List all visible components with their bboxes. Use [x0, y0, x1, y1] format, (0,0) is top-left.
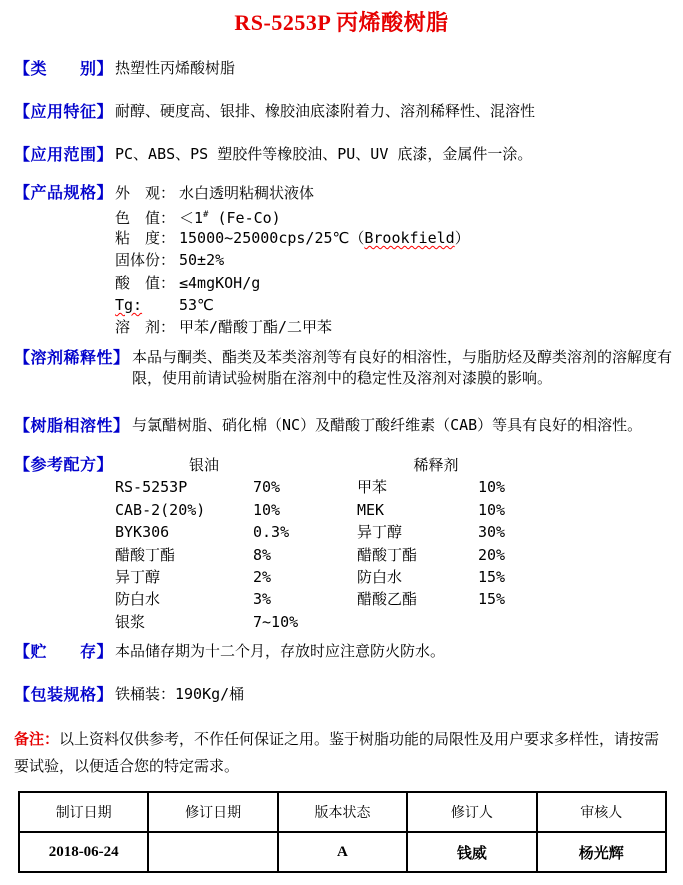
ingredient-amount: 8%: [253, 545, 272, 564]
ingredient-name: CAB-2(20%): [115, 500, 206, 519]
ingredient-name: 醋酸乙酯: [357, 590, 418, 609]
formula-row: [115, 544, 293, 566]
formula-row: [115, 521, 293, 543]
spec-line-tg: [115, 294, 672, 316]
formula-row: [357, 588, 515, 610]
header-cell-reviser: 修订人: [407, 792, 536, 832]
section-packaging-text: 铁桶装：190Kg/桶: [115, 685, 245, 703]
spec-line-solvent: [115, 316, 672, 338]
cell-approver: 杨光辉: [537, 832, 666, 872]
cell-version-status: A: [278, 832, 407, 872]
header-cell-version-status: 版本状态: [278, 792, 407, 832]
spec-line-solids: [115, 249, 672, 271]
remark-label: 备注：: [14, 730, 60, 748]
formula-row: [357, 521, 515, 543]
ingredient-amount: 3%: [253, 590, 272, 609]
section-dilution: [14, 347, 672, 389]
formula-group-header: 稀释剂: [413, 456, 459, 474]
ingredient-amount: 0.3%: [253, 523, 290, 542]
spec-key: 外 观：: [115, 184, 176, 202]
ingredient-name: 甲苯: [357, 478, 388, 497]
formula-row: [357, 499, 515, 521]
formula-group-header: 银油: [188, 456, 219, 474]
section-packaging: [14, 684, 672, 705]
ingredient-amount: 10%: [478, 478, 506, 497]
ingredient-amount: 70%: [253, 478, 281, 497]
ingredient-name: 异丁醇: [115, 567, 161, 586]
spec-value-suffix: (Fe-Co): [208, 209, 281, 228]
formula-row: [115, 588, 293, 610]
section-compat-label: 【树脂相溶性】: [14, 416, 130, 435]
remark-paragraph: [14, 726, 674, 779]
spec-value: 甲苯/醋酸丁酯/二甲苯: [179, 318, 333, 337]
header-cell-create-date: 制订日期: [19, 792, 148, 832]
spec-value: ＜1: [179, 209, 204, 228]
ingredient-amount: 20%: [478, 545, 506, 564]
ingredient-name: BYK306: [115, 523, 170, 542]
section-formula: [14, 454, 672, 636]
formula-group-silver-oil: [115, 454, 299, 633]
section-scope-label: 【应用范围】: [14, 145, 114, 164]
formula-group-thinner: [357, 454, 515, 611]
ingredient-name: 醋酸丁酯: [357, 545, 418, 564]
section-formula-label: 【参考配方】: [14, 455, 114, 474]
formula-row: [357, 476, 515, 498]
spec-line-appearance: [115, 182, 672, 204]
spec-value: 水白透明粘稠状液体: [179, 184, 315, 202]
revision-table: [18, 791, 667, 873]
remark-text: 以上资料仅供参考，不作任何保证之用。鉴于树脂功能的局限性及用户要求多样性，请按需要试验，以便适合您的特定需求。: [14, 730, 660, 775]
section-dilution-label: 【溶剂稀释性】: [14, 348, 130, 367]
ingredient-amount: 7~10%: [253, 612, 299, 631]
section-spec-label: 【产品规格】: [14, 183, 114, 202]
formula-row: [115, 476, 293, 498]
section-compat: [14, 415, 672, 436]
ingredient-amount: 30%: [478, 523, 506, 542]
formula-row: [115, 566, 293, 588]
spec-key: 溶 剂：: [115, 318, 176, 337]
section-storage-label: 【贮 存】: [14, 642, 114, 661]
revision-table-data-row: [19, 832, 666, 872]
ingredient-amount: 15%: [478, 567, 506, 586]
spec-key: 固体份：: [115, 251, 176, 270]
ingredient-name: 醋酸丁酯: [115, 545, 176, 564]
ingredient-name: 防白水: [357, 567, 403, 586]
ingredient-amount: 10%: [478, 500, 506, 519]
ingredient-amount: 15%: [478, 590, 506, 609]
section-features: [14, 101, 672, 122]
formula-row: [357, 566, 515, 588]
section-packaging-label: 【包装规格】: [14, 685, 114, 704]
section-features-label: 【应用特征】: [14, 102, 114, 121]
revision-table-header-row: [19, 792, 666, 832]
spec-line-acid-value: [115, 272, 672, 294]
formula-row: [115, 499, 293, 521]
ingredient-amount: 2%: [253, 567, 272, 586]
spec-line-color-value: [115, 204, 672, 226]
cell-revise-date: [148, 832, 277, 872]
section-category: [14, 58, 672, 79]
cell-create-date: 2018-06-24: [19, 832, 148, 872]
section-compat-text: 与氯醋树脂、硝化棉（NC）及醋酸丁酸纤维素（CAB）等具有良好的相溶性。: [132, 416, 643, 434]
ingredient-amount: 10%: [253, 500, 281, 519]
ingredient-name: MEK: [357, 500, 385, 519]
spec-value: 50±2%: [179, 251, 225, 270]
ingredient-name: 异丁醇: [357, 523, 403, 542]
spec-value-suffix: ）: [454, 228, 470, 247]
section-scope-text: PC、ABS、PS 塑胶件等橡胶油、PU、UV 底漆，金属件一涂。: [115, 145, 533, 163]
spec-key: 酸 值：: [115, 273, 176, 292]
spec-value: 53℃: [179, 295, 214, 314]
section-features-text: 耐醇、硬度高、银排、橡胶油底漆附着力、溶剂稀释性、混溶性: [115, 102, 536, 120]
ingredient-name: 防白水: [115, 590, 161, 609]
spec-line-viscosity: [115, 227, 672, 249]
formula-row: [115, 611, 299, 633]
spec-key: 粘 度：: [115, 228, 176, 247]
section-dilution-text: 本品与酮类、酯类及苯类溶剂等有良好的相溶性，与脂肪烃及醇类溶剂的溶解度有限，使用前请试验树脂在溶剂中的稳定性及溶剂对漆膜的影响。: [132, 348, 673, 387]
section-category-label: 【类 别】: [14, 59, 114, 78]
section-storage: [14, 641, 672, 662]
spec-key: 色 值：: [115, 209, 176, 228]
section-spec: [14, 182, 672, 339]
cell-reviser: 钱威: [407, 832, 536, 872]
spec-value: 15000~25000cps/25℃（: [179, 228, 365, 247]
header-cell-revise-date: 修订日期: [148, 792, 277, 832]
spec-lines: [115, 182, 672, 339]
superscript-hash: #: [203, 210, 209, 221]
ingredient-name: 银浆: [115, 612, 146, 631]
spec-key-tg: Tg:: [115, 295, 143, 314]
page-title: RS-5253P 丙烯酸树脂: [234, 10, 449, 35]
section-scope: [14, 144, 672, 165]
spec-value: ≤4mgKOH/g: [179, 273, 261, 292]
ingredient-name: RS-5253P: [115, 478, 188, 497]
header-cell-approver: 审核人: [537, 792, 666, 832]
spellcheck-word: Brookfield: [364, 228, 455, 247]
section-category-text: 热塑性丙烯酸树脂: [115, 59, 236, 77]
formula-row: [357, 544, 515, 566]
section-storage-text: 本品储存期为十二个月，存放时应注意防火防水。: [115, 642, 446, 660]
